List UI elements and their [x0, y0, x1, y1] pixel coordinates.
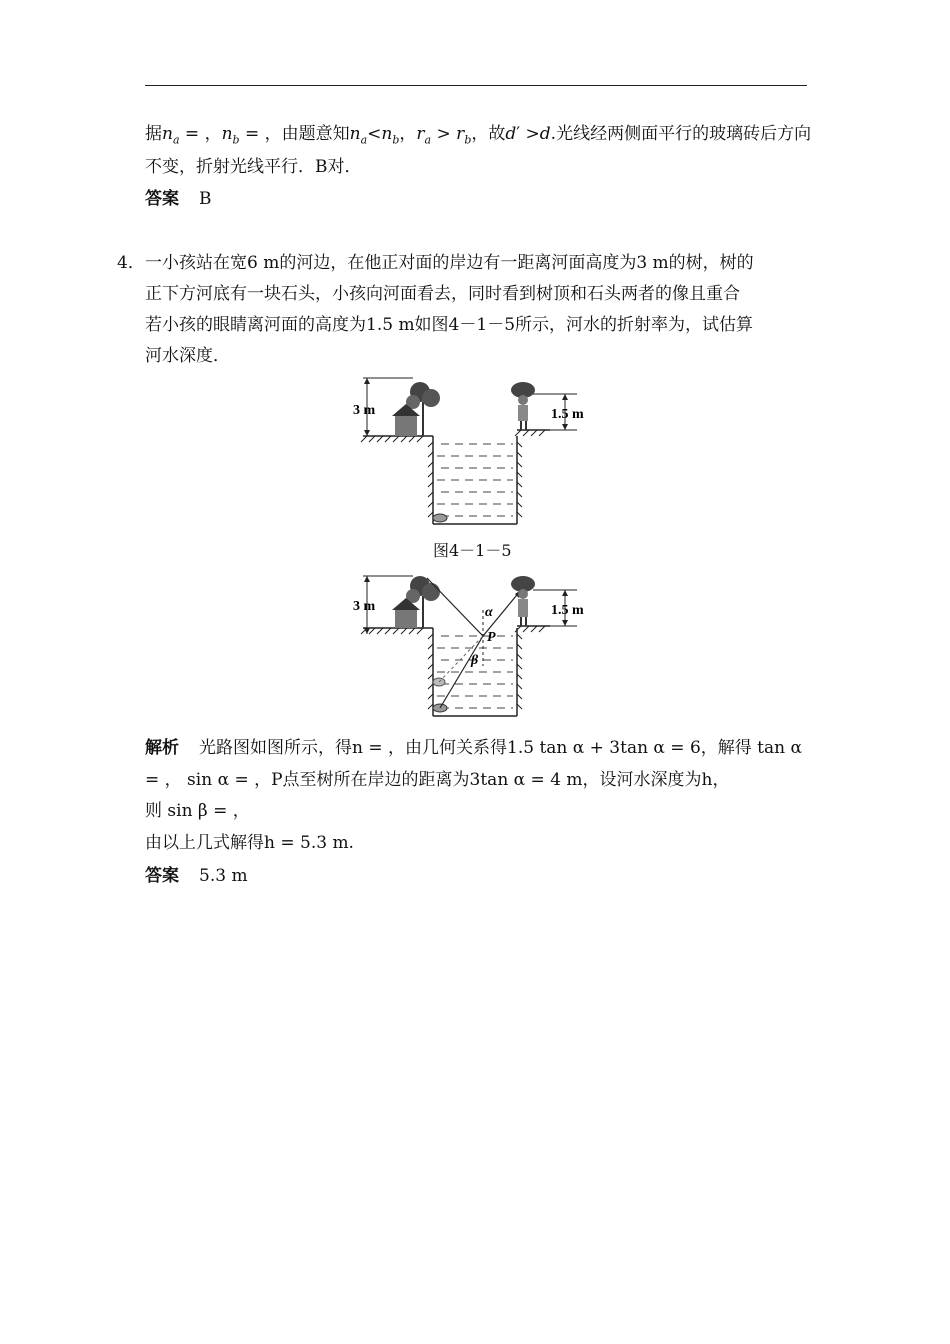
- solution-line-2: = ， sin α = ，P点至树所在岸边的距离为3tan α = 4 m，设河水深度为h，: [145, 770, 730, 790]
- figure-caption: 图4－1－5: [433, 541, 512, 560]
- child-icon-2: [511, 576, 535, 626]
- solution-line-3: 则 sin β = ，: [145, 801, 250, 821]
- stone-icon: [433, 514, 447, 522]
- river-figure: [345, 372, 605, 527]
- header-rule: [145, 85, 807, 86]
- ray-diagram: [345, 570, 605, 720]
- stone-ray: [440, 636, 483, 708]
- answer-value: B: [199, 189, 212, 209]
- answer-label: 答案: [145, 189, 179, 209]
- alpha-label: α: [485, 605, 493, 620]
- point-p-label: P: [487, 630, 496, 645]
- label-1-5m-2: 1.5 m: [551, 603, 584, 618]
- final-answer: [145, 864, 248, 888]
- prev-answer: [145, 187, 212, 211]
- prev-solution-line-2: 不变，折射光线平行．B对．: [145, 157, 362, 177]
- question-line-4: 河水深度．: [145, 346, 230, 366]
- solution-line-4: 由以上几式解得h = 5.3 m.: [145, 833, 354, 853]
- label-1-5m: 1.5 m: [551, 407, 584, 422]
- answer-label-2: 答案: [145, 866, 179, 886]
- solution-label: 解析: [145, 738, 179, 758]
- question-line-1: 一小孩站在宽6 m的河边，在他正对面的岸边有一距离河面高度为3 m的树，树的: [145, 253, 754, 273]
- label-3m: 3 m: [353, 403, 376, 418]
- tree-icon: [392, 382, 440, 436]
- incident-ray: [427, 578, 483, 636]
- question-number: 4．: [117, 253, 145, 273]
- question-line-2: 正下方河底有一块石头，小孩向河面看去，同时看到树顶和石头两者的像且重合: [145, 284, 740, 304]
- beta-label: β: [471, 653, 479, 668]
- prev-solution-line-1: 据$n_a$ = ，$n_b$ = ，由题意知$n_a<n_b$，$r_a > r_b$，故d′ >d.光线经两侧面平行的玻璃砖后方向: [145, 124, 812, 147]
- child-icon: [511, 382, 535, 430]
- label-3m-2: 3 m: [353, 599, 376, 614]
- solution-line-1: 解析 光路图如图所示，得n = ，由几何关系得1.5 tan α + 3tan α = 6，解得 tan α: [145, 738, 802, 758]
- answer-value-2: 5.3 m: [199, 866, 248, 886]
- question-line-3: 若小孩的眼睛离河面的高度为1.5 m如图4－1－5所示，河水的折射率为，试估算: [145, 315, 754, 335]
